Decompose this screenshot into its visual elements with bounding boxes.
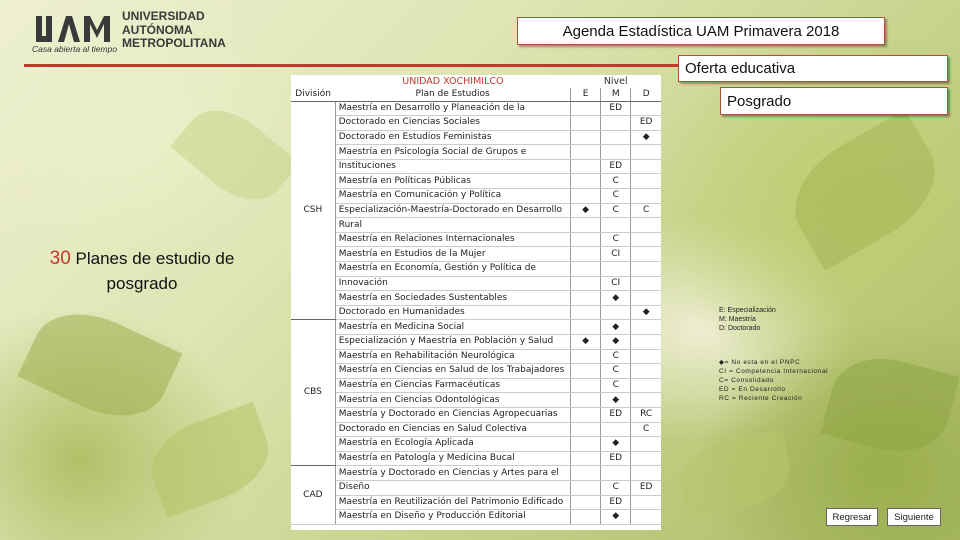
level-d-cell (631, 232, 661, 247)
level-legend (719, 306, 776, 333)
table-body (291, 101, 661, 524)
level-m-cell (601, 116, 631, 131)
division-cell: CAD (291, 466, 335, 524)
legend-item: CI = Competencia Internacional (719, 368, 829, 375)
level-d-cell (631, 291, 661, 306)
table-row (291, 480, 661, 495)
level-d-cell (631, 364, 661, 379)
plan-cell: Maestría en Diseño y Producción Editorial (335, 510, 570, 525)
table-row (291, 203, 661, 218)
plan-cell: Maestría en Sociedades Sustentables (335, 291, 570, 306)
level-d-cell: RC (631, 407, 661, 422)
legend-item: ED = En Desarrollo (719, 386, 786, 393)
legend-item: ◆= No esta en el PNPC (719, 359, 801, 366)
level-m-cell: C (601, 378, 631, 393)
plan-cell: Maestría y Doctorado en Ciencias Agropecuarias (335, 407, 570, 422)
table-row (291, 407, 661, 422)
level-m-cell: C (601, 349, 631, 364)
table-row (291, 364, 661, 379)
level-e-cell (571, 320, 601, 335)
plan-cell: Doctorado en Ciencias Sociales (335, 116, 570, 131)
table-row (291, 247, 661, 262)
plans-count-text: Planes de estudio de (75, 249, 235, 268)
level-e-cell (571, 174, 601, 189)
plans-count-text: posgrado (106, 274, 178, 293)
level-e-cell (571, 393, 601, 408)
table-row (291, 378, 661, 393)
plan-cell: Doctorado en Estudios Feministas (335, 130, 570, 145)
level-e-cell: ◆ (571, 335, 601, 350)
table-row (291, 189, 661, 204)
level-d-cell (631, 510, 661, 525)
table-row (291, 276, 661, 291)
level-d-cell: ◆ (631, 305, 661, 320)
level-d-cell (631, 437, 661, 452)
legend-item: D: Doctorado (719, 325, 761, 332)
level-e-cell (571, 510, 601, 525)
page-title: Agenda Estadística UAM Primavera 2018 (517, 17, 885, 45)
level-m-cell: ◆ (601, 437, 631, 452)
plan-cell: Maestría y Doctorado en Ciencias y Artes para el (335, 466, 570, 481)
plan-cell: Doctorado en Ciencias en Salud Colectiva (335, 422, 570, 437)
level-m-cell (601, 262, 631, 277)
table-row (291, 349, 661, 364)
table-row (291, 320, 661, 335)
level-e-cell (571, 422, 601, 437)
level-e-cell (571, 349, 601, 364)
plan-cell: Maestría en Ciencias en Salud de los Trabajadores (335, 364, 570, 379)
level-m-cell: C (601, 189, 631, 204)
plan-cell: Maestría en Reutilización del Patrimonio Edificado (335, 495, 570, 510)
level-m-cell: C (601, 203, 631, 218)
plan-cell: Maestría en Psicología Social de Grupos e (335, 145, 570, 160)
next-button[interactable]: Siguiente (887, 508, 941, 526)
table-row (291, 510, 661, 525)
level-m-cell: C (601, 174, 631, 189)
level-e-cell (571, 189, 601, 204)
level-m-cell (601, 305, 631, 320)
plan-cell: Especialización-Maestría-Doctorado en Desarrollo (335, 203, 570, 218)
level-d-cell (631, 145, 661, 160)
level-m-cell: ◆ (601, 320, 631, 335)
level-e-cell (571, 407, 601, 422)
level-d-cell (631, 349, 661, 364)
table-row (291, 159, 661, 174)
plan-cell: Instituciones (335, 159, 570, 174)
level-e-cell (571, 466, 601, 481)
level-e-cell (571, 276, 601, 291)
level-d-cell (631, 276, 661, 291)
plan-cell: Maestría en Rehabilitación Neurológica (335, 349, 570, 364)
level-d-cell: ED (631, 480, 661, 495)
level-d-cell: C (631, 422, 661, 437)
level-m-cell (601, 466, 631, 481)
level-m-cell (601, 218, 631, 233)
table-row (291, 466, 661, 481)
section-title: Oferta educativa (678, 55, 948, 82)
background-leaf (820, 346, 959, 464)
logo-name-line: AUTÓNOMA (122, 22, 193, 37)
level-d-cell (631, 101, 661, 116)
level-m-cell: ◆ (601, 291, 631, 306)
legend-item: RC = Reciente Creación (719, 395, 803, 402)
table-row (291, 305, 661, 320)
level-m-cell (601, 422, 631, 437)
plan-cell: Maestría en Estudios de la Mujer (335, 247, 570, 262)
level-m-cell: ED (601, 451, 631, 466)
plan-cell: Diseño (335, 480, 570, 495)
level-e-cell (571, 145, 601, 160)
level-m-cell (601, 130, 631, 145)
level-d-cell (631, 378, 661, 393)
level-m-cell: ◆ (601, 393, 631, 408)
logo-name (122, 10, 226, 51)
level-d-cell (631, 174, 661, 189)
level-m-cell: C (601, 480, 631, 495)
plan-cell: Maestría en Ciencias Farmacéuticas (335, 378, 570, 393)
level-e-cell (571, 305, 601, 320)
level-m-cell: CI (601, 247, 631, 262)
level-d-cell (631, 159, 661, 174)
table-row (291, 437, 661, 452)
legend-item: E: Especialización (719, 307, 776, 314)
plan-cell: Maestría en Desarrollo y Planeación de la (335, 101, 570, 116)
column-header-plan: Plan de Estudios (335, 88, 570, 101)
subsection-title: Posgrado (720, 87, 948, 115)
plan-cell: Maestría en Economía, Gestión y Política de (335, 262, 570, 277)
level-e-cell (571, 378, 601, 393)
level-e-cell (571, 130, 601, 145)
level-d-cell (631, 451, 661, 466)
table-row (291, 218, 661, 233)
uam-logo-icon (34, 12, 114, 46)
level-m-cell: C (601, 232, 631, 247)
table-row (291, 145, 661, 160)
study-plans-table (291, 75, 661, 530)
level-e-cell (571, 101, 601, 116)
level-e-cell (571, 480, 601, 495)
table-row (291, 495, 661, 510)
uam-logo (26, 10, 236, 56)
background-leaf (140, 402, 280, 518)
level-d-cell (631, 218, 661, 233)
legend-item: M: Maestría (719, 316, 756, 323)
level-d-cell (631, 335, 661, 350)
table-row (291, 422, 661, 437)
plan-cell: Maestría en Políticas Públicas (335, 174, 570, 189)
level-e-cell (571, 437, 601, 452)
level-e-cell (571, 159, 601, 174)
level-m-cell: ◆ (601, 510, 631, 525)
level-e-cell (571, 451, 601, 466)
background-leaf (18, 295, 183, 436)
plan-cell: Especialización y Maestría en Población y Salud (335, 335, 570, 350)
level-e-cell (571, 495, 601, 510)
background-leaf (675, 431, 795, 519)
level-m-cell: ED (601, 159, 631, 174)
level-m-cell: ED (601, 407, 631, 422)
plan-cell: Maestría en Comunicación y Política (335, 189, 570, 204)
plan-cell: Maestría en Ecología Aplicada (335, 437, 570, 452)
level-d-cell: C (631, 203, 661, 218)
plan-cell: Innovación (335, 276, 570, 291)
column-header-division: División (291, 88, 335, 101)
level-e-cell: ◆ (571, 203, 601, 218)
logo-tagline: Casa abierta al tiempo (32, 44, 118, 54)
level-d-cell (631, 189, 661, 204)
level-d-cell (631, 262, 661, 277)
level-e-cell (571, 116, 601, 131)
table-row (291, 393, 661, 408)
level-e-cell (571, 218, 601, 233)
column-header-e: E (571, 88, 601, 101)
logo-name-line: UNIVERSIDAD (122, 9, 205, 23)
back-button[interactable]: Regresar (826, 508, 878, 526)
table-row (291, 174, 661, 189)
table-row (291, 451, 661, 466)
header-divider (24, 64, 679, 67)
table-row (291, 101, 661, 116)
legend-item: C= Consolidado (719, 377, 774, 384)
level-e-cell (571, 232, 601, 247)
unit-title: UNIDAD XOCHIMILCO (335, 75, 570, 88)
column-header-d: D (631, 88, 661, 101)
level-title: Nivel (571, 75, 662, 88)
background-leaf (775, 109, 955, 271)
level-e-cell (571, 291, 601, 306)
table-row (291, 130, 661, 145)
level-d-cell (631, 320, 661, 335)
level-m-cell: C (601, 364, 631, 379)
level-m-cell (601, 145, 631, 160)
level-e-cell (571, 262, 601, 277)
table-row (291, 116, 661, 131)
logo-name-line: METROPOLITANA (122, 36, 226, 50)
column-header-m: M (601, 88, 631, 101)
level-e-cell (571, 364, 601, 379)
division-cell: CBS (291, 320, 335, 466)
table-row (291, 232, 661, 247)
level-d-cell (631, 495, 661, 510)
division-cell: CSH (291, 101, 335, 320)
level-m-cell: CI (601, 276, 631, 291)
level-d-cell: ◆ (631, 130, 661, 145)
table-row (291, 335, 661, 350)
level-d-cell (631, 393, 661, 408)
plan-cell: Maestría en Patología y Medicina Bucal (335, 451, 570, 466)
plan-cell: Maestría en Ciencias Odontológicas (335, 393, 570, 408)
table-row (291, 291, 661, 306)
level-d-cell (631, 247, 661, 262)
plan-cell: Maestría en Medicina Social (335, 320, 570, 335)
background-leaf (170, 93, 299, 217)
plans-summary (22, 246, 262, 296)
plan-cell: Doctorado en Humanidades (335, 305, 570, 320)
level-d-cell: ED (631, 116, 661, 131)
level-m-cell: ◆ (601, 335, 631, 350)
status-legend (719, 358, 828, 403)
plan-cell: Maestría en Relaciones Internacionales (335, 232, 570, 247)
level-d-cell (631, 466, 661, 481)
level-m-cell: ED (601, 101, 631, 116)
plan-cell: Rural (335, 218, 570, 233)
plans-count-number: 30 (49, 248, 71, 269)
level-e-cell (571, 247, 601, 262)
table-row (291, 262, 661, 277)
level-m-cell: ED (601, 495, 631, 510)
